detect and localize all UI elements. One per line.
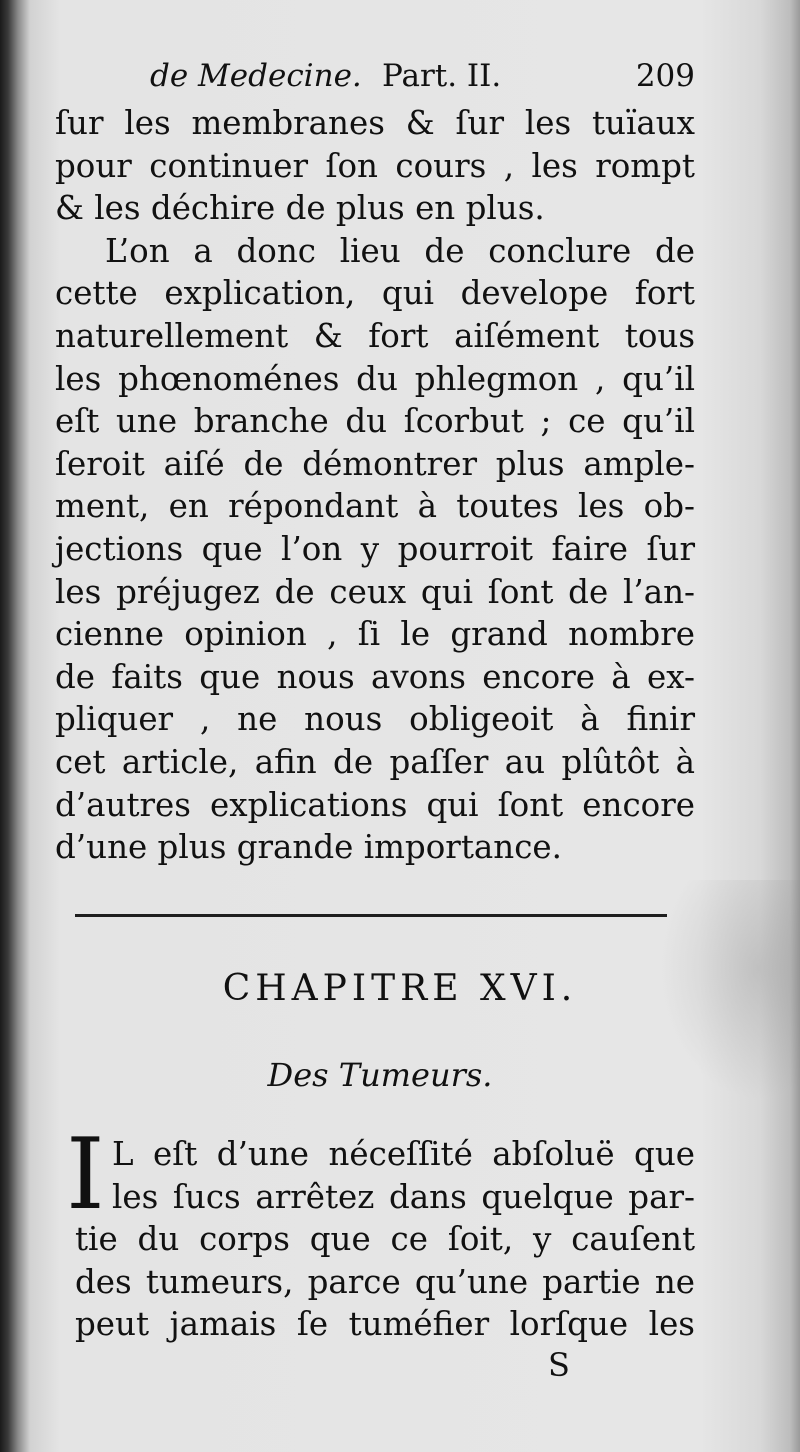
text-line: de faits que nous avons encore à ex- (55, 657, 695, 696)
text-line: les phœnoménes du phlegmon , qu’il (55, 359, 695, 398)
text-line: des tumeurs, parce qu’une partie ne (75, 1262, 695, 1301)
text-line: ſur les membranes & ſur les tuïaux (55, 104, 695, 142)
text-line: les ſucs arrêtez dans quelque par- (112, 1177, 695, 1216)
chapter-subtitle: Des Tumeurs. (267, 1056, 493, 1094)
chapter-heading: CHAPITRE XVI. (222, 968, 578, 1009)
text-line: eſt une branche du ſcorbut ; ce qu’il (55, 402, 695, 441)
text-line: tie du corps que ce ſoit, y cauſent (75, 1220, 695, 1259)
page-number: 209 (635, 58, 695, 94)
text-line: L eſt d’une néceſſité abſoluë que (112, 1135, 695, 1173)
text-line: naturellement & fort aiſément tous (55, 316, 695, 355)
text-line: cienne opinion , ſi le grand nombre (55, 615, 695, 654)
text-line: jections que l’on y pourroit faire ſur (55, 529, 695, 568)
chapter-text (75, 1133, 695, 1346)
body-text (55, 102, 695, 869)
signature-mark: S (548, 1346, 570, 1384)
text-line: & les déchire de plus en plus. (55, 189, 545, 228)
part-label: Part. II. (382, 58, 502, 94)
drop-cap: I (66, 1118, 105, 1232)
text-line: les préjugez de ceux qui ſont de l’an- (55, 572, 695, 611)
text-line: L’on a donc lieu de conclure de (105, 231, 695, 270)
running-title: de Medecine. (150, 58, 362, 94)
text-line: d’une plus grande importance. (55, 828, 562, 867)
text-line: ſeroit aiſé de démontrer plus ample- (55, 444, 695, 483)
text-line: pour continuer ſon cours , les rompt (55, 146, 695, 185)
running-header (150, 58, 695, 98)
text-line: d’autres explications qui ſont encore (55, 785, 695, 824)
text-line: peut jamais ſe tuméfier lorſque les (75, 1305, 695, 1344)
text-line: cette explication, qui develope fort (55, 274, 695, 313)
text-line: cet article, afin de paſſer au plûtôt à (55, 742, 695, 781)
text-line: ment, en répondant à toutes les ob- (55, 487, 695, 526)
chapter-divider-rule (75, 914, 667, 917)
text-line: pliquer , ne nous obligeoit à finir (55, 700, 695, 739)
